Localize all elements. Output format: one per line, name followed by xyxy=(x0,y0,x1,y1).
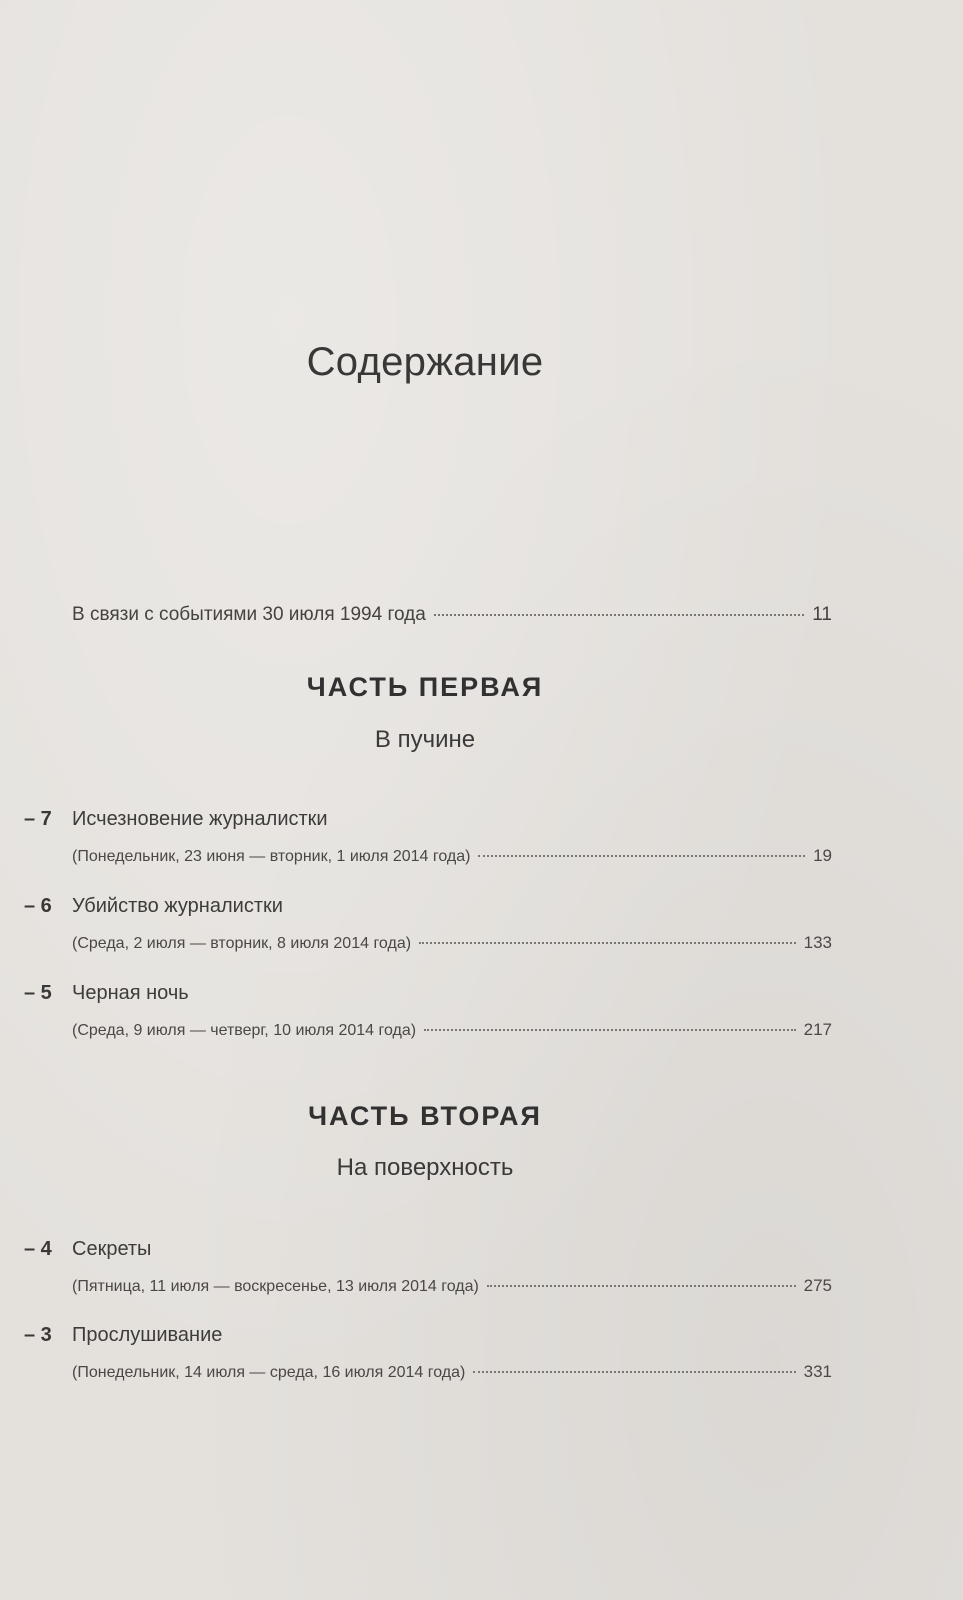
chapter-title: Прослушивание xyxy=(72,1324,223,1346)
chapter-dates-row xyxy=(72,933,832,953)
dot-leader xyxy=(424,1029,796,1031)
toc-page-number: 19 xyxy=(813,846,832,865)
toc-entry-intro xyxy=(72,604,832,626)
chapter-dates: (Среда, 9 июля — четверг, 10 июля 2014 года) xyxy=(72,1022,417,1039)
chapter-number: – 3 xyxy=(24,1324,52,1346)
chapter-title: Исчезновение журналистки xyxy=(72,808,328,830)
toc-page-number: 331 xyxy=(803,1362,832,1381)
chapter-title: Черная ночь xyxy=(72,982,189,1004)
toc-page-number: 217 xyxy=(803,1020,832,1039)
chapter-dates: (Понедельник, 23 июня — вторник, 1 июля 2014 года) xyxy=(72,848,471,865)
part-heading: ЧАСТЬ ВТОРАЯ xyxy=(308,1101,542,1131)
chapter-number: – 7 xyxy=(24,808,52,830)
chapter-dates-row xyxy=(72,1020,832,1040)
toc-entry-title: В связи с событиями 30 июля 1994 года xyxy=(72,604,426,625)
dot-leader xyxy=(478,855,805,857)
chapter-number: – 6 xyxy=(24,895,52,917)
dot-leader xyxy=(487,1285,796,1287)
toc-page-number: 133 xyxy=(803,933,832,952)
chapter-title: Секреты xyxy=(72,1238,152,1260)
page-title: Содержание xyxy=(306,340,544,384)
part-heading: ЧАСТЬ ПЕРВАЯ xyxy=(306,672,544,702)
toc-page-number: 275 xyxy=(803,1276,832,1295)
dot-leader xyxy=(434,614,805,616)
chapter-title: Убийство журналистки xyxy=(72,895,283,917)
chapter-dates-row xyxy=(72,846,832,866)
chapter-dates-row xyxy=(72,1276,832,1296)
chapter-number: – 4 xyxy=(24,1238,52,1260)
chapter-dates: (Среда, 2 июля — вторник, 8 июля 2014 года) xyxy=(72,935,412,952)
chapter-dates-row xyxy=(72,1362,832,1382)
part-subtitle: На поверхность xyxy=(336,1154,514,1181)
toc-page-number: 11 xyxy=(812,604,832,625)
dot-leader xyxy=(419,942,796,944)
chapter-number: – 5 xyxy=(24,982,52,1004)
part-subtitle: В пучине xyxy=(374,726,476,753)
dot-leader xyxy=(473,1371,795,1373)
chapter-dates: (Пятница, 11 июля — воскресенье, 13 июля 2014 года) xyxy=(72,1278,479,1295)
chapter-dates: (Понедельник, 14 июля — среда, 16 июля 2014 года) xyxy=(72,1364,466,1381)
